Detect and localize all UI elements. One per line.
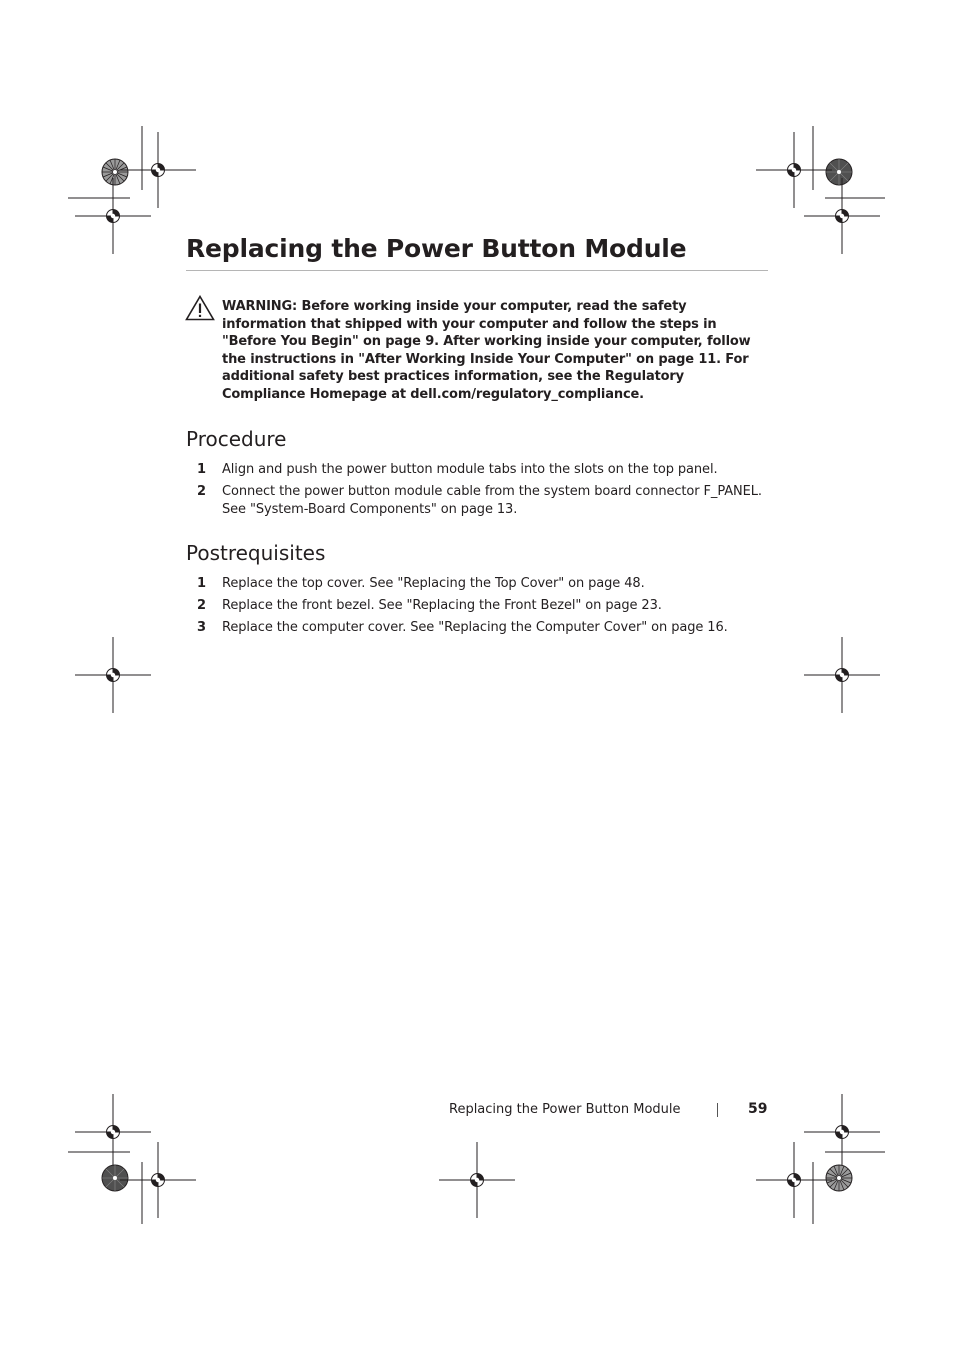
footer-title: Replacing the Power Button Module (449, 1102, 681, 1117)
procedure-steps (186, 461, 766, 523)
step-number: 2 (197, 598, 206, 614)
footer-separator (717, 1103, 718, 1117)
postrequisite-step (186, 619, 766, 637)
warning-triangle-icon (185, 295, 215, 321)
page-number: 59 (748, 1101, 768, 1117)
postrequisite-step (186, 575, 766, 593)
step-text: Align and push the power button module tabs into the slots on the top panel. (222, 462, 718, 477)
warning-message: WARNING: Before working inside your computer, read the safety information that shipped with your computer and follow the steps in "Before You Begin" on page 9. After working inside your computer, follow the instructions in "After Working Inside Your Computer" on page 11. For additional safety best practices information, see the Regulatory Compliance Homepage at dell.com/regulatory_compliance. (222, 299, 751, 402)
step-number: 1 (197, 462, 206, 477)
postrequisites-heading: Postrequisites (186, 541, 326, 565)
postrequisites-steps (186, 575, 766, 641)
procedure-heading: Procedure (186, 427, 287, 451)
step-number: 1 (197, 576, 206, 591)
step-number: 3 (197, 620, 206, 636)
step-number: 2 (197, 484, 206, 500)
page-title: Replacing the Power Button Module (186, 234, 687, 263)
step-text: Replace the front bezel. See "Replacing the Front Bezel" on page 23. (222, 598, 662, 614)
title-divider (186, 270, 768, 271)
procedure-step (186, 461, 766, 479)
postrequisite-step (186, 597, 766, 615)
step-text: Replace the computer cover. See "Replacing the Computer Cover" on page 16. (222, 620, 728, 636)
step-text: Replace the top cover. See "Replacing the Top Cover" on page 48. (222, 576, 645, 591)
step-text: Connect the power button module cable from the system board connector F_PANEL. See "System-Board Components" on page 13. (222, 484, 762, 517)
procedure-step (186, 483, 766, 518)
